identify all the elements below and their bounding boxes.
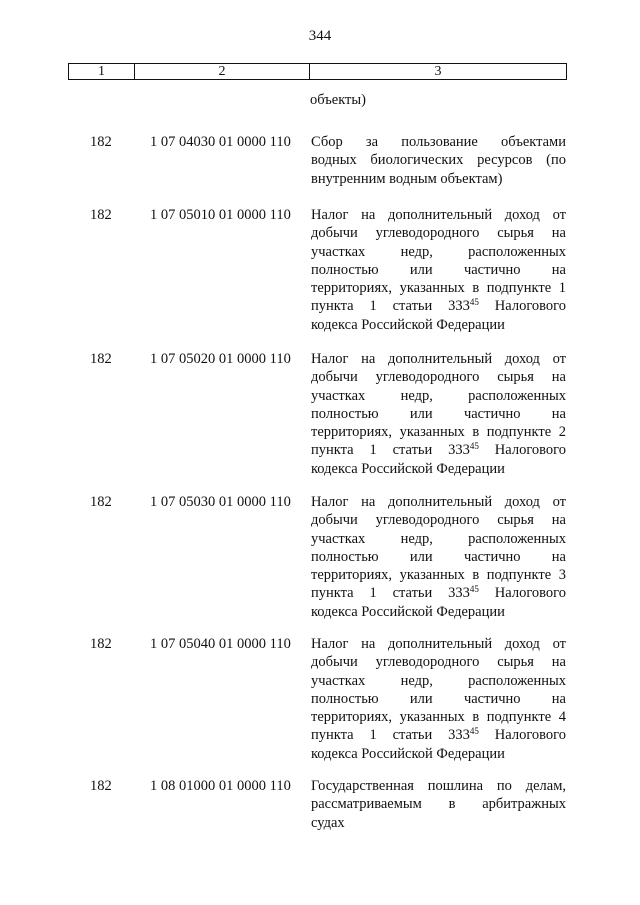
- admin-code: 182: [90, 207, 112, 223]
- description-line: Налог на дополнительный доход от: [311, 207, 566, 223]
- column-header-3: 3: [310, 64, 567, 80]
- column-header-table: [68, 63, 567, 80]
- article-text: пункта 1 статьи 333: [311, 442, 470, 459]
- description-line: внутренним водным объектам): [311, 170, 503, 187]
- description-line: кодекса Российской Федерации: [311, 460, 505, 477]
- admin-code: 182: [90, 636, 112, 652]
- admin-code: 182: [90, 778, 112, 794]
- description-line: кодекса Российской Федерации: [311, 603, 505, 620]
- description-line: территориях, указанных в подпункте 1: [311, 280, 566, 297]
- admin-code: 182: [90, 134, 112, 150]
- description-line: полностью или частично на: [311, 261, 566, 278]
- page-number: 344: [308, 28, 332, 44]
- description-line: участках недр, расположенных: [311, 387, 566, 404]
- article-tail: Налогового: [494, 585, 566, 602]
- article-superscript: 45: [469, 726, 479, 737]
- article-text: пункта 1 статьи 333: [311, 585, 470, 602]
- description-line: Сбор за пользование объектами: [311, 134, 566, 150]
- description: [311, 493, 566, 621]
- description-line: участках недр, расположенных: [311, 530, 566, 547]
- column-header-1: 1: [69, 64, 135, 80]
- description-line: добычи углеводородного сырья на: [311, 369, 566, 386]
- article-tail: Налогового: [494, 298, 566, 315]
- description-line: добычи углеводородного сырья на: [311, 225, 566, 242]
- description: [311, 206, 566, 334]
- admin-code: 182: [90, 494, 112, 510]
- article-superscript: 45: [469, 297, 479, 308]
- description: [311, 350, 566, 478]
- description-line: Налог на дополнительный доход от: [311, 351, 566, 367]
- article-text: пункта 1 статьи 333: [311, 298, 470, 315]
- description-line-article: [311, 297, 566, 315]
- article-text: пункта 1 статьи 333: [311, 727, 470, 744]
- article-superscript: 45: [469, 584, 479, 595]
- article-tail: Налогового: [494, 727, 566, 744]
- description-line: Налог на дополнительный доход от: [311, 494, 566, 510]
- article-superscript: 45: [469, 441, 479, 452]
- column-header-2: 2: [135, 64, 310, 80]
- description-line-article: [311, 584, 566, 602]
- description-line: добычи углеводородного сырья на: [311, 512, 566, 529]
- budget-code: 1 08 01000 01 0000 110: [150, 778, 291, 794]
- budget-code: 1 07 05020 01 0000 110: [150, 351, 291, 367]
- description-line: полностью или частично на: [311, 690, 566, 707]
- description: [311, 133, 566, 188]
- description-line-article: [311, 726, 566, 744]
- description-line: территориях, указанных в подпункте 4: [311, 709, 566, 726]
- description-line: судах: [311, 814, 345, 831]
- description-line: кодекса Российской Федерации: [311, 745, 505, 762]
- description-line: территориях, указанных в подпункте 3: [311, 567, 566, 584]
- continuation-text: объекты): [310, 92, 366, 108]
- description: [311, 777, 566, 832]
- article-tail: Налогового: [494, 442, 566, 459]
- description-line: территориях, указанных в подпункте 2: [311, 424, 566, 441]
- description-line-article: [311, 441, 566, 459]
- description-line: Налог на дополнительный доход от: [311, 636, 566, 652]
- description-line: полностью или частично на: [311, 405, 566, 422]
- description: [311, 635, 566, 763]
- description-line: добычи углеводородного сырья на: [311, 654, 566, 671]
- description-line: водных биологических ресурсов (по: [311, 152, 566, 169]
- budget-code: 1 07 05040 01 0000 110: [150, 636, 291, 652]
- description-line: кодекса Российской Федерации: [311, 316, 505, 333]
- admin-code: 182: [90, 351, 112, 367]
- description-line: полностью или частично на: [311, 548, 566, 565]
- description-line: участках недр, расположенных: [311, 243, 566, 260]
- budget-code: 1 07 05030 01 0000 110: [150, 494, 291, 510]
- description-line: Государственная пошлина по делам,: [311, 778, 566, 794]
- budget-code: 1 07 04030 01 0000 110: [150, 134, 291, 150]
- description-line: рассматриваемым в арбитражных: [311, 796, 566, 813]
- budget-code: 1 07 05010 01 0000 110: [150, 207, 291, 223]
- description-line: участках недр, расположенных: [311, 672, 566, 689]
